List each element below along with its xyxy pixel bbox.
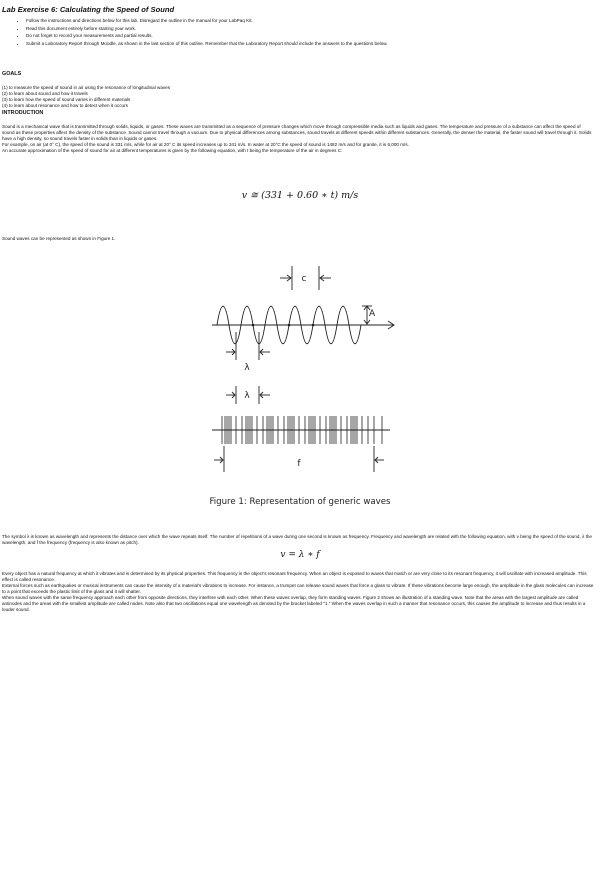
label-amplitude: A	[369, 309, 376, 319]
introduction-heading: INTRODUCTION	[2, 110, 44, 116]
wave-figure	[212, 260, 398, 482]
wavelength-paragraph: The symbol λ is known as wavelength and represents the distance over which the wave repeats itself. The number of repetitions of a wave during one second is known as frequency. Frequency and wavelength are related with the following equation, with v being the speed of the sound, λ the wavelength, and f the frequency (frequency is also known as pitch).	[2, 534, 592, 545]
goals-list	[2, 85, 594, 109]
document-title: Lab Exercise 6: Calculating the Speed of Sound	[2, 5, 175, 14]
paragraph: Every object has a natural frequency at which it vibrates and is determined by its physical properties. This frequency is the object's resonant frequency. When an object is exposed to waves that match or are very close to its resonant frequency, it will oscillate with increased amplitude. This effect is called resonance.	[2, 571, 587, 582]
paragraph: External forces such as earthquakes or musical instruments can cause the intensity of a material's vibrations to increase. For instance, a trumpet can release sound waves that force a glass to vibrate. If these vibrations become large enough, the amplitude in the glass molecules can increase to a point that exceeds the plastic limit of the glass and it will shatter.	[2, 583, 594, 594]
figure-caption: Figure 1: Representation of generic waves	[209, 497, 391, 507]
figure-intro-text: Sound waves can be represented as shown in Figure 1.	[2, 236, 116, 241]
introduction-text	[2, 124, 594, 154]
instruction-item: • Follow the instructions and directions below for this lab. Disregard the outline in the manual for your LabPaq Kit.	[26, 17, 596, 25]
instruction-item: • Submit a Laboratory Report through Moodle, as shown in the last section of this outline. Remember that the Laboratory Report should include the answers to the questions below.	[26, 40, 596, 48]
wave-equation: v = λ ∗ f	[280, 550, 320, 560]
paragraph: An accurate approximation of the speed of sound for air at different temperatures is given by the following equation, with t being the temperature of the air in degrees C:	[2, 148, 343, 153]
goal-item: (2) to learn about sound and how it travels	[2, 90, 88, 96]
paragraph: For example, on air (at 0° C), the speed of the sound is 331 m/s, while for air at 20° C its speed increases up to 341 m/s. In water at 20°C the speed of sound is 1482 m/s and for granite, it is 6,000 m/s.	[2, 142, 409, 147]
instruction-item: • Do not forget to record your measurements and partial results.	[26, 32, 596, 40]
goals-heading: GOALS	[2, 71, 22, 77]
paragraph: When sound waves with the same frequency approach each other from opposite directions, they interfere with each other. When these waves overlap, they form standing waves. Figure 2 shows an illustration of a standing wave. Note that the areas with the largest amplitude are called antinodes and the areas with the smallest amplitude are called nodes. Note also that two oscillations equal one wavelength as denoted by the bracket labeled "1." When the waves overlap in such a manner that resonance occurs, this causes the amplitude to increase and thus results in a louder sound.	[2, 595, 586, 612]
goal-item: (1) to measure the speed of sound in air using the resonance of longitudinal waves	[2, 85, 171, 90]
speed-equation: v ≅ (331 + 0.60 ∗ t) m/s	[241, 190, 359, 201]
label-frequency: f	[297, 459, 301, 469]
goal-item: (3) to learn how the speed of sound varies in different materials	[2, 96, 131, 102]
label-c: c	[301, 274, 307, 284]
goal-item: (4) to learn about resonance and how to detect when it occurs	[2, 102, 128, 108]
paragraph: Sound is a mechanical wave that is transmitted through solids, liquids, or gases. These waves are transmitted as a sequence of pressure changes which move through compressible media such as liquids and gases. The temperature and pressure of a substance can affect the speed of sound as these properties affect the density of the substance. Sound cannot travel through a vacuum. Due to physical differences among substances, sound travels at different speeds within different substances. Generally, the denser the material, the faster sound will travel through it. Solids have a high density, so sound travels faster in solids than in liquids or gases.	[2, 124, 592, 141]
resonance-text	[2, 571, 594, 613]
instruction-list	[18, 17, 596, 47]
label-lambda-top: λ	[244, 363, 250, 373]
instruction-item: • Read this document entirely before starting your work.	[26, 25, 596, 33]
label-lambda-mid: λ	[244, 391, 250, 401]
